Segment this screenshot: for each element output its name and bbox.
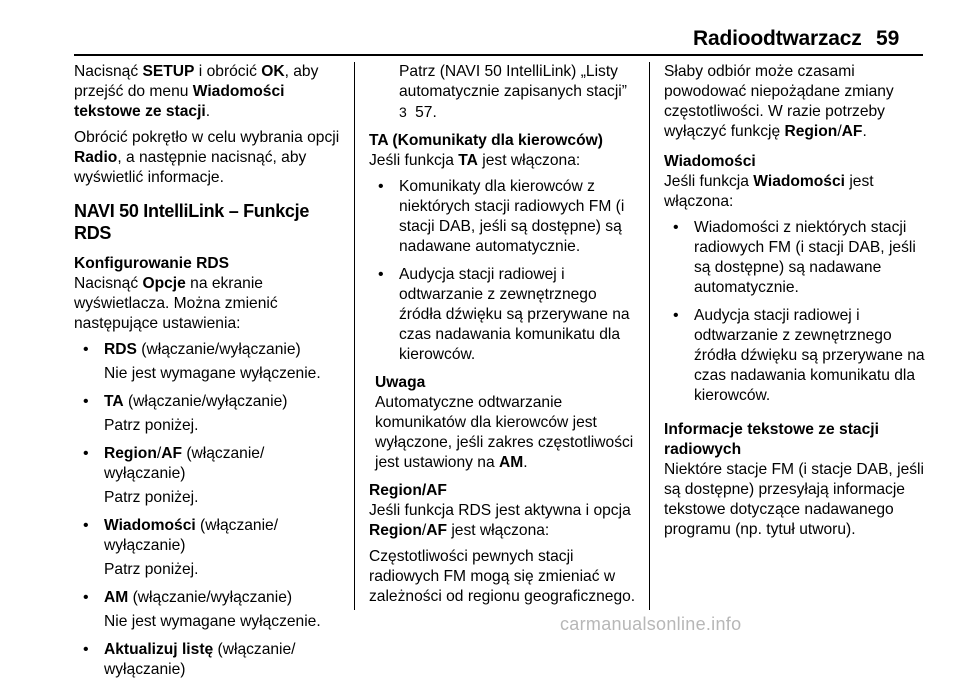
paragraph-region-frequencies: Częstotliwości pewnych stacji radiowych FM mogą się zmieniać w zależności od regionu geograficznego.: [369, 548, 636, 605]
paragraph-region-intro: Jeśli funkcja RDS jest aktywna i opcja Region/AF jest włączona:: [369, 502, 631, 539]
list-item-am: • AM (włączanie/wyłączanie): [74, 588, 346, 608]
list-note-rds: Nie jest wymagane wyłączenie.: [104, 365, 321, 382]
watermark-text: carmanualsonline.info: [560, 614, 742, 634]
paragraph-ta-intro: Jeśli funkcja TA jest włączona:: [369, 152, 581, 169]
page-reference-arrow-icon: 3: [399, 104, 407, 120]
paragraph-reference: Patrz (NAVI 50 IntelliLink) „Listy automatycznie zapisanych stacji” 3 57.: [399, 63, 627, 121]
list-note-am: Nie jest wymagane wyłączenie.: [104, 613, 321, 630]
news-list-item: • Audycja stacji radiowej i odtwarzanie z zewnętrznego źródła dźwięku są przerywane na czas nadawania komunikatu dla kierowców.: [664, 306, 936, 406]
list-item-region-af: • Region/AF (włączanie/ wyłączanie): [74, 444, 346, 484]
list-note-news: Patrz poniżej.: [104, 561, 199, 578]
paragraph-options: Nacisnąć Opcje na ekranie wyświetlacza. Można zmienić następujące ustawienia:: [74, 275, 278, 332]
page-header-title: Radioodtwarzacz: [693, 27, 862, 50]
list-item-update-list: • Aktualizuj listę (włączanie/ wyłączanie): [74, 640, 346, 680]
column-1: [74, 62, 346, 688]
column-2: [369, 62, 641, 613]
subheading-rds-config: Konfigurowanie RDS: [74, 255, 230, 272]
note-title: Uwaga: [375, 374, 426, 391]
list-note-region-af: Patrz poniżej.: [104, 489, 199, 506]
news-list-item: • Wiadomości z niektórych stacji radiowych FM (i stacji DAB, jeśli są dostępne) są nadawane automatycznie.: [664, 218, 936, 298]
ta-list-item: • Komunikaty dla kierowców z niektórych stacji radiowych FM (i stacji DAB, jeśli są dostępne) są nadawane automatycznie.: [369, 177, 641, 257]
settings-list: [74, 340, 346, 680]
section-heading-rds: NAVI 50 IntelliLink – Funkcje RDS: [74, 201, 310, 243]
header-divider: [74, 54, 923, 56]
subheading-station-text-info: Informacje tekstowe ze stacji radiowych: [664, 421, 879, 458]
note-text: Automatyczne odtwarzanie komunikatów dla kierowców jest wyłączone, jeśli zakres częstotliwości jest ustawiony na AM.: [375, 394, 634, 471]
subheading-news: Wiadomości: [664, 153, 756, 170]
paragraph-setup: Nacisnąć SETUP i obrócić OK, aby przejść do menu Wiadomości tekstowe ze stacji.: [74, 63, 319, 120]
paragraph-radio: Obrócić pokrętło w celu wybrania opcji Radio, a następnie nacisnąć, aby wyświetlić informacje.: [74, 129, 340, 186]
list-item-ta: • TA (włączanie/wyłączanie): [74, 392, 346, 412]
news-list: [664, 218, 936, 406]
ta-list-item: • Audycja stacji radiowej i odtwarzanie z zewnętrznego źródła dźwięku są przerywane na czas nadawania komunikatu dla kierowców.: [369, 265, 641, 365]
paragraph-station-text-info: Niektóre stacje FM (i stacje DAB, jeśli są dostępne) przesyłają informacje tekstowe dotyczące nadawanego programu (np. tytuł utworu).: [664, 461, 924, 538]
paragraph-weak-reception: Słaby odbiór może czasami powodować niepożądane zmiany częstotliwości. W razie potrzeby wyłączyć funkcję Region/AF.: [664, 63, 894, 140]
column-3: [664, 62, 936, 546]
paragraph-news-intro: Jeśli funkcja Wiadomości jest włączona:: [664, 173, 874, 210]
subheading-ta: TA (Komunikaty dla kierowców): [369, 132, 603, 149]
subheading-region-af: Region/AF: [369, 482, 447, 499]
list-item-rds: • RDS (włączanie/wyłączanie): [74, 340, 346, 360]
column-divider-2: [649, 62, 650, 610]
list-note-ta: Patrz poniżej.: [104, 417, 199, 434]
column-divider-1: [354, 62, 355, 610]
list-item-news: • Wiadomości (włączanie/ wyłączanie): [74, 516, 346, 556]
page-number: 59: [876, 27, 900, 50]
ta-list: [369, 177, 641, 365]
note-box: [369, 373, 641, 473]
